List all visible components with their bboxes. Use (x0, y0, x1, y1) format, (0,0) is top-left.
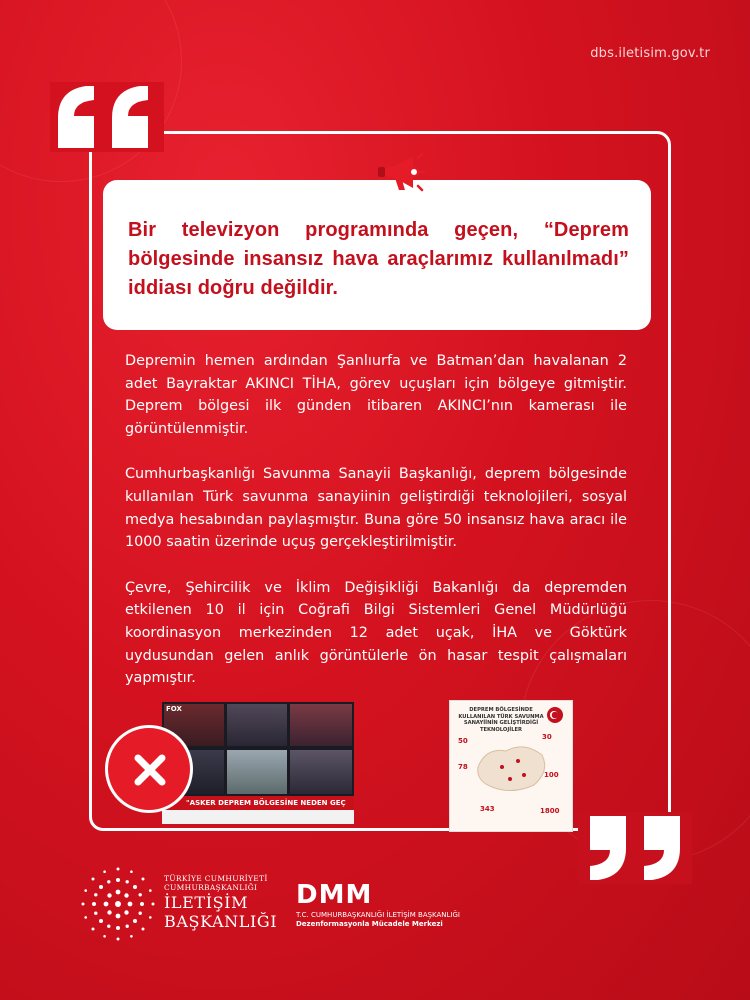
org-name-big (164, 893, 277, 931)
region-map (472, 737, 552, 797)
org-name-small (164, 874, 268, 892)
turkey-flag-emblem-icon (546, 706, 564, 724)
claim-text: Bir televizyon programında geçen, “Deprem bölgesinde insansız hava araçlarımız kullanılmadı” iddiası doğru değildir. (128, 219, 629, 299)
infographic-title: DEPREM BÖLGESİNDE KULLANILAN TÜRK SAVUNMA SANAYİİNİN GELİŞTİRDİĞİ TEKNOLOJİLER (458, 707, 544, 733)
website-url[interactable]: dbs.iletisim.gov.tr (590, 46, 710, 61)
infographic-stat: 100 (544, 771, 559, 779)
close-quote-icon (578, 812, 692, 884)
paragraph-3: Çevre, Şehircilik ve İklim Değişikliği Bakanlığı da depremden etkilenen 10 il için Coğrafi Bilgi Sistemleri Genel Müdürlüğü koordinasyon merkezinden 12 adet uçak, İHA ve Göktürk uydusundan gelen anlık görüntülerle ön hasar tespit çalışmaları yapmıştır. (125, 579, 627, 687)
org-line-1: TÜRKİYE CUMHURİYETİ (164, 874, 268, 883)
infographic-image (449, 700, 573, 832)
tv-ticker: "ASKER DEPREM BÖLGESİNE NEDEN GEÇ (162, 796, 354, 810)
cross-icon (132, 752, 168, 788)
infographic-stat: 343 (480, 805, 495, 813)
open-quote-icon (50, 82, 164, 152)
tv-subticker (162, 810, 354, 824)
paragraph-2: Cumhurbaşkanlığı Savunma Sanayii Başkanlığı, deprem bölgesinde kullanılan Türk savunma sanayiinin geliştirdiği teknolojileri, sosyal medya hesabından paylaşmıştır. Buna göre 50 insansız hava aracı ile 1000 saatin üzerinde uçuş gerçekleştirilmiştir. (125, 466, 627, 551)
dmm-subtitle-line-2: Dezenformasyonla Mücadele Merkezi (296, 920, 443, 928)
org-line-3: İLETİŞİM (164, 893, 249, 912)
paragraph-1: Depremin hemen ardından Şanlıurfa ve Batman’dan havalanan 2 adet Bayraktar AKINCI TİHA, görev uçuşları için bölgeye gitmiştir. Deprem bölgesi ilk günden itibaren AKINCI’nın kamerası ile görüntülenmiştir. (125, 353, 627, 437)
megaphone-icon (375, 152, 425, 194)
infographic-stat: 78 (458, 763, 468, 771)
infographic-stat: 50 (458, 737, 468, 745)
iletisim-baskanligi-logo-icon (78, 864, 158, 944)
channel-logo: FOX (166, 705, 182, 713)
org-line-2: CUMHURBAŞKANLIĞI (164, 883, 258, 892)
infographic-stat: 30 (542, 733, 552, 741)
article-body (125, 350, 627, 713)
claim-box (103, 180, 651, 330)
dmm-subtitle-line-1: T.C. CUMHURBAŞKANLIĞI İLETİŞİM BAŞKANLIĞI (296, 911, 460, 919)
false-verdict-badge (105, 725, 193, 813)
dmm-subtitle (296, 911, 460, 929)
org-line-4: BAŞKANLIĞI (164, 912, 278, 931)
dmm-logo: DMM (296, 880, 373, 910)
infographic-stat: 1800 (540, 807, 560, 815)
